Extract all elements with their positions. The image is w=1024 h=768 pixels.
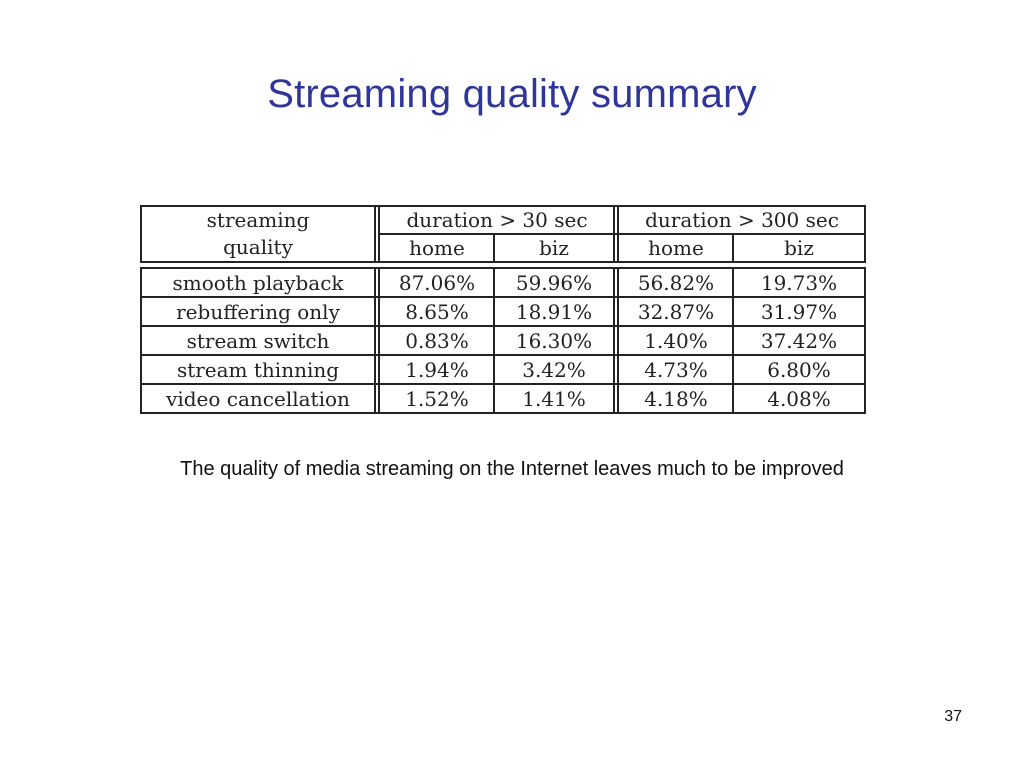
- table-rule: [617, 205, 619, 263]
- table-rule: [864, 267, 866, 414]
- row-label: stream switch: [186, 328, 330, 353]
- table-rule: [732, 233, 734, 263]
- subheader-30-home: home: [409, 236, 465, 260]
- row-value: 16.30%: [515, 328, 593, 353]
- row-value: 1.41%: [522, 386, 586, 411]
- row-value: 1.94%: [405, 357, 469, 382]
- row-value: 3.42%: [522, 357, 586, 382]
- slide-title: Streaming quality summary: [267, 72, 757, 116]
- table-rule: [378, 205, 380, 263]
- table-rule: [732, 267, 734, 414]
- corner-header-line-1: streaming: [206, 208, 310, 232]
- row-value: 6.80%: [767, 357, 831, 382]
- table-rule: [140, 325, 866, 327]
- row-label: smooth playback: [172, 270, 344, 295]
- table-rule: [140, 205, 866, 207]
- table-rule: [617, 267, 619, 414]
- row-value: 18.91%: [515, 299, 593, 324]
- group-header-30-sec: duration > 30 sec: [406, 208, 588, 232]
- table-rule: [493, 233, 495, 263]
- row-value: 32.87%: [637, 299, 715, 324]
- corner-header-line-2: quality: [223, 235, 293, 259]
- row-value: 19.73%: [760, 270, 838, 295]
- row-value: 56.82%: [637, 270, 715, 295]
- row-value: 31.97%: [760, 299, 838, 324]
- row-label: rebuffering only: [176, 299, 340, 324]
- table-rule: [140, 267, 142, 414]
- table-rule: [374, 205, 376, 263]
- row-value: 8.65%: [405, 299, 469, 324]
- row-value: 37.42%: [760, 328, 838, 353]
- subheader-30-biz: biz: [539, 236, 569, 260]
- subheader-300-biz: biz: [784, 236, 814, 260]
- subheader-300-home: home: [648, 236, 704, 260]
- row-value: 4.73%: [644, 357, 708, 382]
- table-rule: [864, 205, 866, 263]
- row-value: 1.52%: [405, 386, 469, 411]
- row-value: 4.08%: [767, 386, 831, 411]
- table-rule: [613, 267, 615, 414]
- table-rule: [374, 267, 376, 414]
- row-value: 1.40%: [644, 328, 708, 353]
- row-label: video cancellation: [166, 386, 350, 411]
- page-number: 37: [944, 708, 962, 725]
- table-rule: [140, 383, 866, 385]
- group-header-300-sec: duration > 300 sec: [645, 208, 839, 232]
- slide-caption: The quality of media streaming on the Internet leaves much to be improved: [180, 458, 844, 480]
- row-value: 0.83%: [405, 328, 469, 353]
- table-rule: [613, 205, 615, 263]
- table-rule: [140, 261, 866, 263]
- table-rule: [379, 233, 866, 235]
- table-rule: [378, 267, 380, 414]
- table-rule: [140, 205, 142, 263]
- quality-table: [140, 205, 866, 414]
- table-rule: [140, 412, 866, 414]
- table-rule: [140, 296, 866, 298]
- row-value: 87.06%: [398, 270, 476, 295]
- row-label: stream thinning: [176, 357, 340, 382]
- table-rule: [140, 354, 866, 356]
- row-value: 59.96%: [515, 270, 593, 295]
- table-rule: [493, 267, 495, 414]
- row-value: 4.18%: [644, 386, 708, 411]
- table-rule: [140, 267, 866, 269]
